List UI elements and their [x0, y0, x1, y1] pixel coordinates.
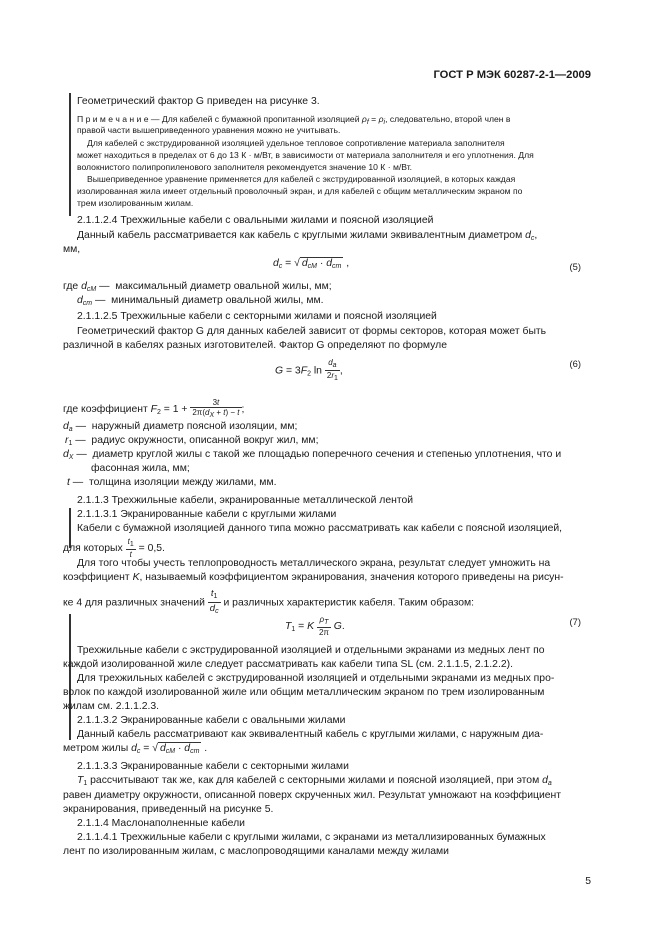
note-line: Для кабелей с экструдированной изоляцией удельное тепловое сопротивление материала заполнителя	[87, 138, 505, 148]
equation-6: $G = 3F_2$ ln $\frac{da}{2r1}$ ,	[275, 358, 343, 382]
text-line: $T_1$ рассчитывают так же, как для кабелей с секторными жилами и поясной изоляцией, при этом $d_a$	[77, 775, 552, 787]
text-fragment: метром жилы	[63, 743, 129, 754]
text-line: мм,	[63, 244, 81, 255]
definition-line: $d_a$ — наружный диаметр поясной изоляции, мм;	[63, 421, 298, 433]
section-heading: 2.1.1.3 Трехжильные кабели, экранированные металлической лентой	[77, 495, 414, 506]
note-line: может находиться в пределах от 6 до 13 К · м/Вт, в зависимости от материала заполнителя и его уплотнения. Для	[77, 150, 534, 160]
change-bar	[69, 614, 71, 740]
note-line: П р и м е ч а н и е — Для кабелей с бумажной пропитанной изоляцией $\rho_f = \rho_i$, следовательно, второй член в	[77, 114, 511, 126]
definition-line: где $d_{cM}$ — максимальный диаметр овальной жилы, мм;	[63, 281, 332, 293]
document-header	[433, 69, 591, 81]
section-heading: 2.1.1.4 Маслонаполненные кабели	[77, 818, 245, 829]
text-line: различной в кабелях разных изготовителей. Фактор G определяют по формуле	[63, 340, 447, 351]
text-fragment: и различных характеристик кабеля. Таким образом:	[223, 597, 475, 609]
equation-5: $d_c$ = √ $d_{cM} \cdot d_{cm}$ ,	[273, 258, 350, 270]
equation-number: (5)	[569, 261, 581, 272]
section-heading: 2.1.1.3.1 Экранированные кабели с круглыми жилами	[77, 509, 337, 520]
definition-line: где коэффициент $F_2 = 1$ + $\frac{3t}{2\pi(dX + t) - t}$ ;	[63, 398, 245, 419]
note-line: волокнистого полипропиленового заполнителя рекомендуется значение 10 К · м/Вт.	[77, 162, 413, 172]
text-line: Для того чтобы учесть теплопроводность металлического экрана, результат следует умножить на	[77, 558, 551, 569]
equation-number: (7)	[569, 616, 581, 627]
text-line: равен диаметру окружности, описанной поверх скрученных жил. Результат умножают на коэффициент	[63, 790, 562, 801]
text-line: Для трехжильных кабелей с экструдированной изоляцией и отдельными экранами из медных про-	[77, 673, 555, 684]
section-heading: 2.1.1.3.2 Экранированные кабели с овальными жилами	[77, 715, 346, 726]
text-line: метром жилы $d_c$ = √ $d_{cM} \cdot d_{cm}$ .	[63, 743, 208, 755]
text-line: Данный кабель рассматривается как кабель с круглыми жилами эквивалентным диаметром $d_c$,	[77, 230, 538, 242]
text-line: экранирования, приведенный на рисунке 5.	[63, 804, 274, 815]
definition-line: $d_X$ — диаметр круглой жилы с такой же площадью поперечного сечения и степенью уплотнения, что и	[63, 449, 562, 461]
note-line: Вышеприведенное уравнение применяется для кабелей с экструдированной изоляцией, в которых каждая	[87, 174, 516, 184]
text-line: каждой изолированной жиле следует рассматривать как кабели типа SL (см. 2.1.1.5, 2.1.2.2).	[63, 659, 513, 670]
text-line: Трехжильные кабели с экструдированной изоляцией и отдельными экранами из медных лент по	[77, 645, 545, 656]
note-line: изолированная жила имеет отдельный проволочный экран, и для кабелей с общим металлическим экраном по	[77, 186, 523, 196]
text-line: Данный кабель рассматривают как эквивалентный кабель с круглыми жилами, с наружным диа-	[77, 729, 544, 740]
equation-number: (6)	[569, 358, 581, 369]
text-line: лент по изолированным жилам, с маслопроводящими каналами между жилами	[63, 846, 449, 857]
section-heading: 2.1.1.2.4 Трехжильные кабели с овальными жилами и поясной изоляцией	[77, 215, 434, 226]
change-bar	[69, 93, 71, 216]
text-line: Геометрический фактор G приведен на рисунке 3.	[77, 96, 320, 107]
section-heading: 2.1.1.4.1 Трехжильные кабели с круглыми жилами, с экранами из металлизированных бумажных	[77, 832, 546, 843]
page-number: 5	[585, 876, 591, 887]
text-line: Кабели с бумажной изоляцией данного типа можно рассматривать как кабели с поясной изоляцией,	[77, 523, 563, 534]
definition-line: $d_{cm}$ — минимальный диаметр овальной жилы, мм.	[77, 295, 324, 307]
note-line: трем изолированным жилам.	[77, 198, 194, 208]
equation-7: $T_1 = K$ $\frac{\rho T}{2\pi}$ G.	[285, 615, 345, 637]
text-line: ке 4 для различных значений $\frac{t_1}{d_c}$ и различных характеристик кабеля. Таким образом:	[63, 588, 475, 615]
text-line: для которых $\frac{t1}{t}$ = 0,5.	[63, 537, 165, 559]
section-heading: 2.1.1.3.3 Экранированные кабели с секторными жилами	[77, 761, 349, 772]
text-line: коэффициент K, называемый коэффициентом экранирования, значения которого приведены на рисун-	[63, 572, 564, 583]
standard-number: ГОСТ Р МЭК 60287-2-1—2009	[433, 69, 591, 81]
note-line: правой части вышеприведенного уравнения можно не учитывать.	[77, 125, 341, 135]
text-line: волок по каждой изолированной жиле или общим металлическим экраном по трем изолированным	[63, 687, 545, 698]
section-heading: 2.1.1.2.5 Трехжильные кабели с секторными жилами и поясной изоляцией	[77, 311, 437, 322]
text-fragment: для которых	[63, 542, 123, 554]
text-line: жилам см. 2.1.1.2.3.	[63, 701, 160, 712]
definition-line: фасонная жила, мм;	[91, 463, 190, 474]
text-fragment: ке 4 для различных значений	[63, 597, 205, 609]
definition-line: t — толщина изоляции между жилами, мм.	[67, 477, 277, 488]
definition-line: $r_1$ — радиус окружности, описанной вокруг жил, мм;	[65, 435, 319, 447]
text-line: Геометрический фактор G для данных кабелей зависит от формы секторов, которая может быть	[77, 326, 547, 337]
